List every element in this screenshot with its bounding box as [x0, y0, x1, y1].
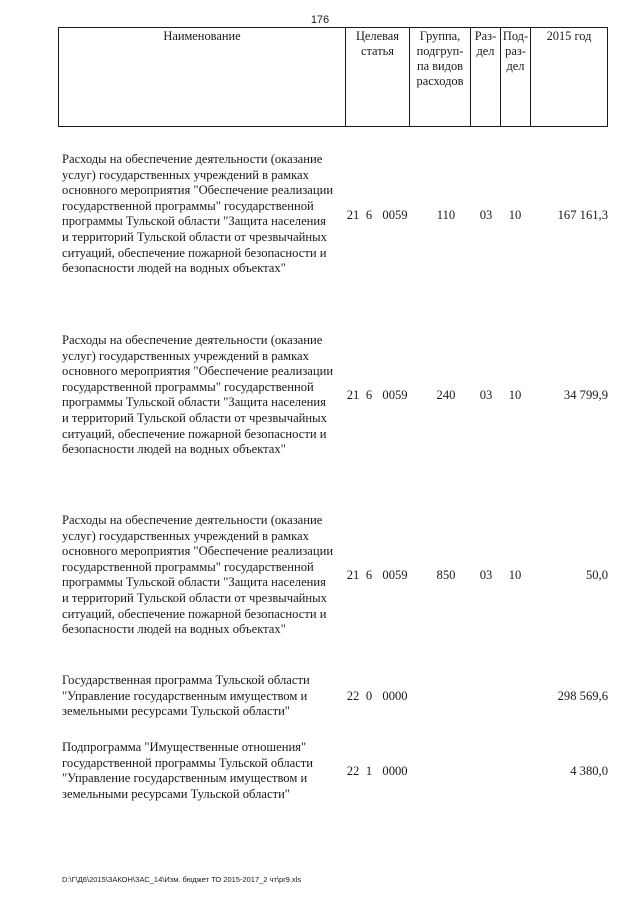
header-expense-group: Группа, подгруп- па видов расходов	[410, 28, 471, 126]
row-name: Расходы на обеспечение деятельности (оказание услуг) государственных учреждений в рамках основного мероприятия "Обеспечение реализации государственной программы" государственной программы Тульской области "Защита населения и территорий Тульской области от чрезвычайных ситуаций, обеспечение пожарной безопасности и безопасности людей на водных объектах"	[62, 333, 334, 457]
header-subsection: Под- раз- дел	[501, 28, 531, 126]
row-section: 03	[479, 208, 493, 222]
page-number: 176	[310, 14, 330, 26]
row-code-a: 21	[346, 388, 360, 402]
row-code-c: 0059	[382, 208, 408, 222]
row-amount: 298 569,6	[557, 689, 608, 703]
row-subsection: 10	[508, 208, 522, 222]
row-name: Государственная программа Тульской области "Управление государственным имуществом и земельными ресурсами Тульской области"	[62, 673, 310, 719]
row-code-c: 0059	[382, 388, 408, 402]
row-name: Расходы на обеспечение деятельности (оказание услуг) государственных учреждений в рамках основного мероприятия "Обеспечение реализации государственной программы" государственной программы Тульской области "Защита населения и территорий Тульской области от чрезвычайных ситуаций, обеспечение пожарной безопасности и безопасности людей на водных объектах"	[62, 152, 334, 276]
row-section: 03	[479, 568, 493, 582]
row-code-c: 0000	[382, 689, 408, 703]
row-group: 240	[436, 388, 456, 402]
header-section: Раз- дел	[471, 28, 501, 126]
row-subsection: 10	[508, 568, 522, 582]
header-name: Наименование	[59, 28, 346, 126]
header-year: 2015 год	[546, 29, 592, 43]
row-amount: 50,0	[585, 568, 608, 582]
row-code-b: 6	[365, 388, 373, 402]
table-header	[58, 27, 608, 127]
row-name: Подпрограмма "Имущественные отношения" государственной программы Тульской области "Управление государственным имуществом и земельными ресурсами Тульской области"	[62, 740, 314, 801]
row-name: Расходы на обеспечение деятельности (оказание услуг) государственных учреждений в рамках основного мероприятия "Обеспечение реализации государственной программы" государственной программы Тульской области "Защита населения и территорий Тульской области от чрезвычайных ситуаций, обеспечение пожарной безопасности и безопасности людей на водных объектах"	[62, 513, 334, 637]
row-group: 850	[436, 568, 456, 582]
header-target-article: Целевая статья	[346, 28, 410, 126]
file-path-footer: D:\Г\Д6\2015\ЗАКОН\ЗАС_14\Изм. бюджет ТО 2015-2017_2 чт\pr9.xls	[62, 875, 302, 884]
row-code-c: 0059	[382, 568, 408, 582]
row-code-b: 6	[365, 208, 373, 222]
row-code-b: 1	[365, 764, 373, 778]
row-code-a: 22	[346, 689, 360, 703]
row-group: 110	[436, 208, 456, 222]
row-code-a: 22	[346, 764, 360, 778]
row-section: 03	[479, 388, 493, 402]
row-code-c: 0000	[382, 764, 408, 778]
row-amount: 34 799,9	[563, 388, 608, 402]
row-subsection: 10	[508, 388, 522, 402]
row-amount: 167 161,3	[557, 208, 608, 222]
row-code-a: 21	[346, 208, 360, 222]
row-code-b: 6	[365, 568, 373, 582]
row-amount: 4 380,0	[570, 764, 608, 778]
row-code-a: 21	[346, 568, 360, 582]
row-code-b: 0	[365, 689, 373, 703]
